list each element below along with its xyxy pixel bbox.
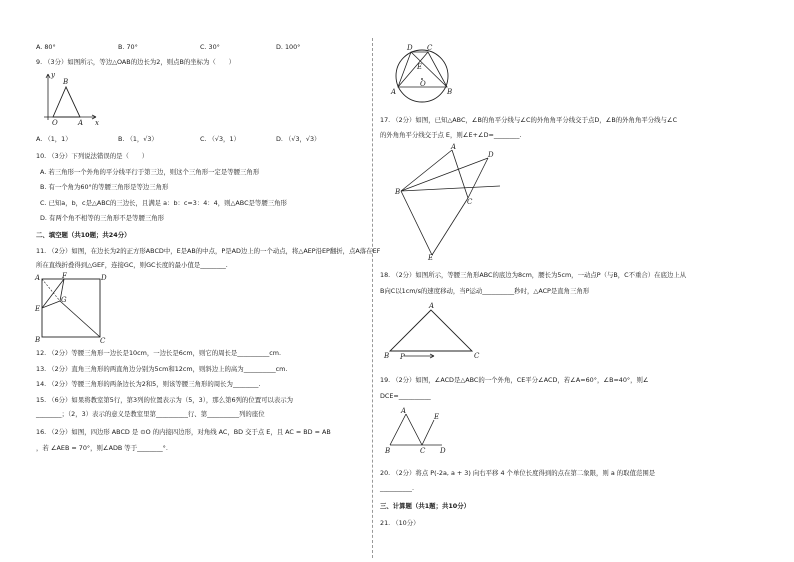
q16-label-d: D xyxy=(407,44,413,52)
q9-label-y: y xyxy=(51,71,55,79)
q8-option-d: D. 100° xyxy=(276,43,301,51)
section-3-heading: 三、计算题（共1题；共10分） xyxy=(380,502,471,510)
q12-text: 12. （2分）等腰三角形一边长是10cm，一边长是6cm，则它的周长是__________cm. xyxy=(36,349,282,357)
q11-label-f: F xyxy=(62,272,67,280)
q9-label-o: O xyxy=(52,119,58,127)
q13-text: 13. （2分）直角三角形的两直角边分别为5cm和12cm，则斜边上的高为__________cm. xyxy=(36,365,288,373)
q10-option-b: B. 有一个角为60°的等腰三角形是等边三角形 xyxy=(40,183,169,191)
q8-option-b: B. 70° xyxy=(118,43,138,51)
q18-label-a: A xyxy=(429,302,435,310)
q9-stem: 9. （3分）如图所示，等边△OAB的边长为2，则点B的坐标为（ ） xyxy=(36,58,235,66)
q16-label-c: C xyxy=(427,44,433,52)
q19-line-1: 19. （2分）如图，∠ACD是△ABC的一个外角，CE平分∠ACD，若∠A=60°，∠B=40°，则∠ xyxy=(380,376,649,384)
q17-figure xyxy=(392,142,504,260)
q19-label-e: E xyxy=(434,413,440,421)
q18-label-p: P xyxy=(400,353,405,361)
q19-label-d: D xyxy=(440,447,446,455)
q17-line-1: 17. （2分）如图，已知△ABC，∠B的角平分线与∠C的外角角平分线交于点D，∠B的外角角平分线与∠C xyxy=(380,116,678,124)
q17-label-a: A xyxy=(451,143,457,151)
q14-text: 14. （2分）等腰三角形的两条边长为2和5，则该等腰三角形的周长为________. xyxy=(36,380,261,388)
q18-line-1: 18. （2分）如图所示，等腰三角形ABC的底边为8cm，腰长为5cm，一动点P（与B，C不重合）在底边上从 xyxy=(380,271,687,279)
q9-label-a: A xyxy=(78,119,84,127)
q19-label-a: A xyxy=(401,407,407,415)
q11-figure xyxy=(34,272,108,344)
q17-line-2: 的外角角平分线交于点 E，则∠E+∠D=________. xyxy=(380,131,522,139)
q16-label-a: A xyxy=(391,88,397,96)
q18-figure xyxy=(384,300,484,364)
q19-line-2: DCE=__________ xyxy=(380,392,431,400)
q9-label-x: x xyxy=(95,119,99,127)
q16-label-e: E xyxy=(417,63,423,71)
q20-line-2: __________. xyxy=(380,484,414,492)
q19-label-b: B xyxy=(385,447,391,455)
section-2-heading: 二、填空题（共10题；共24分） xyxy=(36,231,131,239)
q19-label-c: C xyxy=(420,447,426,455)
q9-option-c: C. （√3，1） xyxy=(200,135,240,143)
q11-line-1: 11. （2分）如图，在边长为2的正方形ABCD中，E是AB的中点，P是AD边上的一个动点，将△AEP沿EP翻折，点A落在EF xyxy=(36,247,381,255)
q17-label-d: D xyxy=(488,151,494,159)
q11-label-c: C xyxy=(100,337,106,345)
q16-line-2: ，若 ∠AEB = 70°，则∠ADB 等于________°. xyxy=(36,444,168,452)
q10-option-a: A. 若三角形一个外角的平分线平行于第三边，则这个三角形一定是等腰三角形 xyxy=(40,168,260,176)
q10-stem: 10. （3分）下列说法错误的是（ ） xyxy=(36,152,149,160)
q17-label-b: B xyxy=(395,188,401,196)
q10-option-c: C. 已知a，b，c是△ABC的三边长，且满足 a：b：c=3：4：4，则△ABC是等腰三角形 xyxy=(40,199,287,207)
q16-figure xyxy=(390,44,454,110)
q9-option-b: B. （1，√3） xyxy=(118,135,158,143)
q16-label-b: B xyxy=(447,88,453,96)
q10-option-d: D. 有两个角不相等的三角形不是等腰三角形 xyxy=(40,214,165,222)
q15-line-1: 15. （6分）如果将教室第5行，第3列的位置表示为（5，3），那么第6列的位置可以表示为 xyxy=(36,396,294,404)
q18-label-c: C xyxy=(474,352,480,360)
q8-option-c: C. 30° xyxy=(200,43,220,51)
q8-option-a: A. 80° xyxy=(36,43,56,51)
q19-figure xyxy=(384,406,454,456)
q18-line-2: B向C以1cm/s的速度移动，当P运动__________秒时，△ACP是直角三角形 xyxy=(380,287,590,295)
q16-line-1: 16. （2分）如图，四边形 ABCD 是 ⊙O 的内接四边形，对角线 AC，BD 交于点 E，且 AC = BD = AB xyxy=(36,428,331,436)
q9-figure xyxy=(40,70,102,126)
q15-line-2: ________；（2，3）表示的意义是教室里第__________行、第__________列的座位 xyxy=(36,410,265,418)
q11-label-a: A xyxy=(35,274,41,282)
q17-label-c: C xyxy=(467,198,473,206)
q20-line-1: 20. （2分）将点 P(-2a, a + 3) 向右平移 4 个单位长度得到的点在第二象限，则 a 的取值范围是 xyxy=(380,469,656,477)
q9-option-a: A. （1，1） xyxy=(36,135,72,143)
q9-option-d: D. （√3，√3） xyxy=(276,135,321,143)
column-divider xyxy=(372,38,373,558)
q11-label-d: D xyxy=(101,274,107,282)
q11-label-g: G xyxy=(61,296,67,304)
q11-line-2: 所在直线折叠得到△GEF，连接GC，则GC长度的最小值是________. xyxy=(36,261,228,269)
q11-label-e: E xyxy=(35,305,41,313)
q21-text: 21. （10分） xyxy=(380,519,420,527)
q16-label-o: O xyxy=(420,80,426,88)
q11-label-b: B xyxy=(35,336,41,344)
q9-label-b: B xyxy=(63,78,69,86)
q17-label-e: E xyxy=(428,254,434,262)
q18-label-b: B xyxy=(384,352,390,360)
